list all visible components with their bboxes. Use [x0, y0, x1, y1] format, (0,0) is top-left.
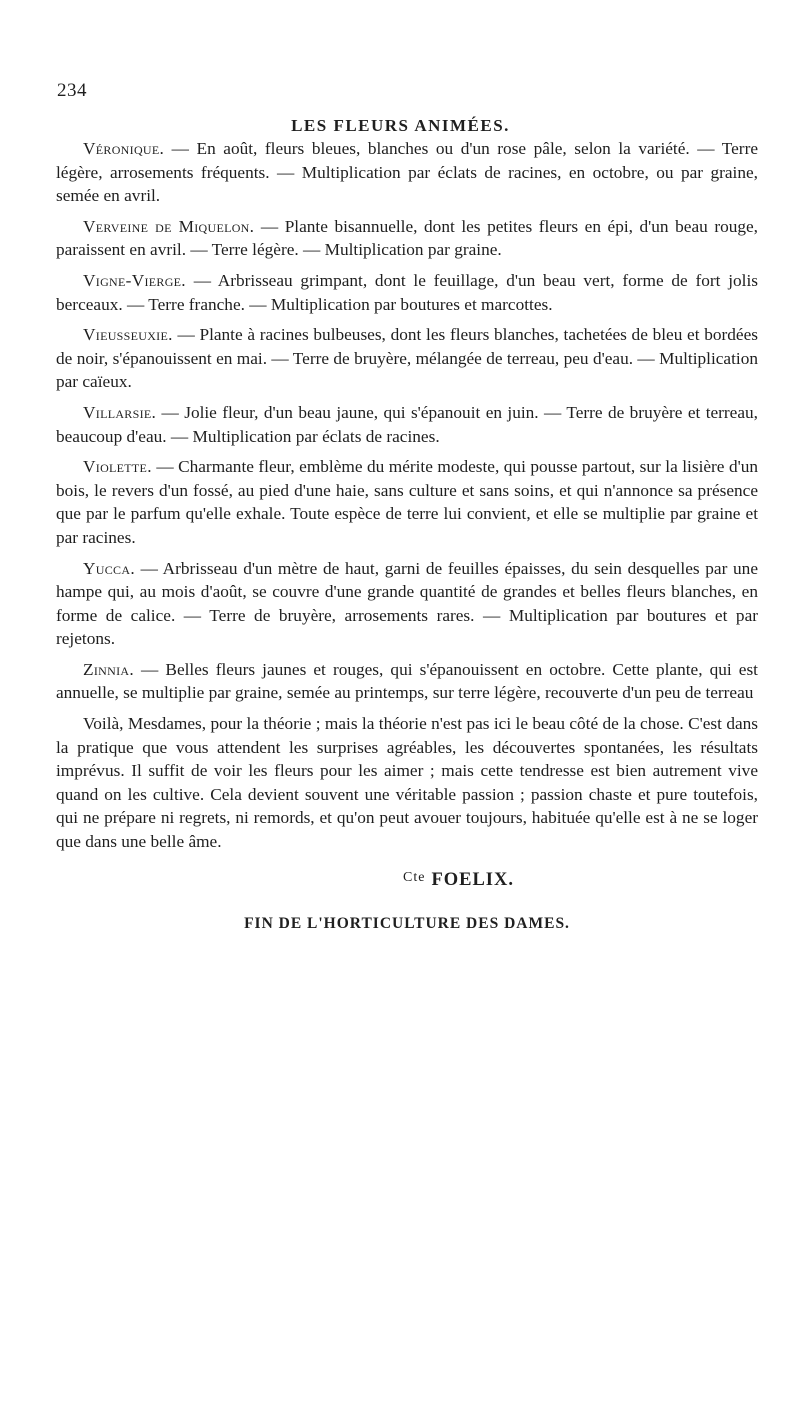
entry-yucca [56, 557, 758, 651]
end-note: FIN DE L'HORTICULTURE DES DAMES. [244, 914, 570, 932]
entry-text: — En août, fleurs bleues, blanches ou d'un rose pâle, selon la variété. — Terre légère, arrosements fréquents. — Multiplication par éclats de racines, en octobre, ou par graine, semée en avril. [56, 139, 758, 206]
signature-name: FOELIX. [431, 869, 514, 890]
entry-text: — Arbrisseau grimpant, dont le feuillage, d'un beau vert, forme de fort jolis berceaux. — Terre franche. — Multiplication par boutures et marcottes. [56, 270, 758, 314]
entry-text: — Arbrisseau d'un mètre de haut, garni de feuilles épaisses, du sein desquelles par une hampe qui, au mois d'août, se couvre d'une grande quantité de grandes et belles fleurs blanches, en forme de calice. — Terre de bruyère, arrosements rares. — Multiplication par boutures et par rejetons. [56, 558, 758, 649]
entry-zinnia [56, 658, 758, 705]
entry-villarsie [56, 401, 758, 448]
entry-text: — Plante bisannuelle, dont les petites fleurs en épi, d'un beau rouge, paraissent en avril. — Terre légère. — Multiplication par graine. [56, 216, 758, 260]
entry-vigne-vierge [56, 269, 758, 316]
running-head: LES FLEURS ANIMÉES. [291, 116, 510, 135]
entry-text: — Plante à racines bulbeuses, dont les fleurs blanches, tachetées de bleu et bordées de noir, s'épanouissent en mai. — Terre de bruyère, mélangée de terreau, peu d'eau. — Multiplication par caïeux. [56, 325, 758, 392]
entry-term: Véronique. [83, 139, 165, 158]
entry-verveine [56, 215, 758, 262]
entry-vieusseuxie [56, 323, 758, 394]
page-number: 234 [57, 80, 87, 101]
entry-text: — Belles fleurs jaunes et rouges, qui s'épanouissent en octobre. Cette plante, qui est annuelle, se multiplie par graine, semée au printemps, sur terre légère, recouverte d'un peu de terreau [56, 659, 758, 703]
closing-paragraph: Voilà, Mesdames, pour la théorie ; mais la théorie n'est pas ici le beau côté de la chose. C'est dans la pratique que vous attendent les surprises agréables, les découvertes spontanées, les résultats imprévus. Il suffit de voir les fleurs pour les aimer ; mais cette tendresse est bien autrement vive quand on les cultive. Cela devient souvent une véritable passion ; passion chaste et pure toutefois, qui ne prépare ni regrets, ni remords, et qu'on peut avouer toujours, habituée qu'elle est à ne se loger que dans une belle âme. [56, 714, 758, 852]
entry-veronique [56, 137, 758, 208]
entry-term: Villarsie. [83, 402, 157, 422]
entry-term: Zinnia. [83, 659, 134, 679]
page-body [56, 137, 758, 933]
entry-text: — Jolie fleur, d'un beau jaune, qui s'épanouit en juin. — Terre de bruyère et terreau, beaucoup d'eau. — Multiplication par éclats de racines. [56, 402, 758, 446]
entry-term: Violette. [83, 457, 152, 477]
entry-term: Vieusseuxie. [83, 325, 173, 345]
entry-term: Vigne-Vierge. [83, 270, 186, 290]
entry-term: Verveine de Miquelon. [83, 216, 255, 236]
signature-title: Cte [402, 869, 426, 885]
entry-text: — Charmante fleur, emblème du mérite modeste, qui pousse partout, sur la lisière d'un bois, le revers d'un fossé, au pied d'une haie, sans culture et sans soins, et qui n'annonce sa présence que par le parfum qu'elle exhale. Toute espèce de terre lui convient, et elle se multiplie par graine et par racines. [56, 457, 758, 547]
signature [56, 870, 758, 891]
entry-term: Yucca. [83, 558, 135, 578]
entry-violette [56, 455, 758, 549]
